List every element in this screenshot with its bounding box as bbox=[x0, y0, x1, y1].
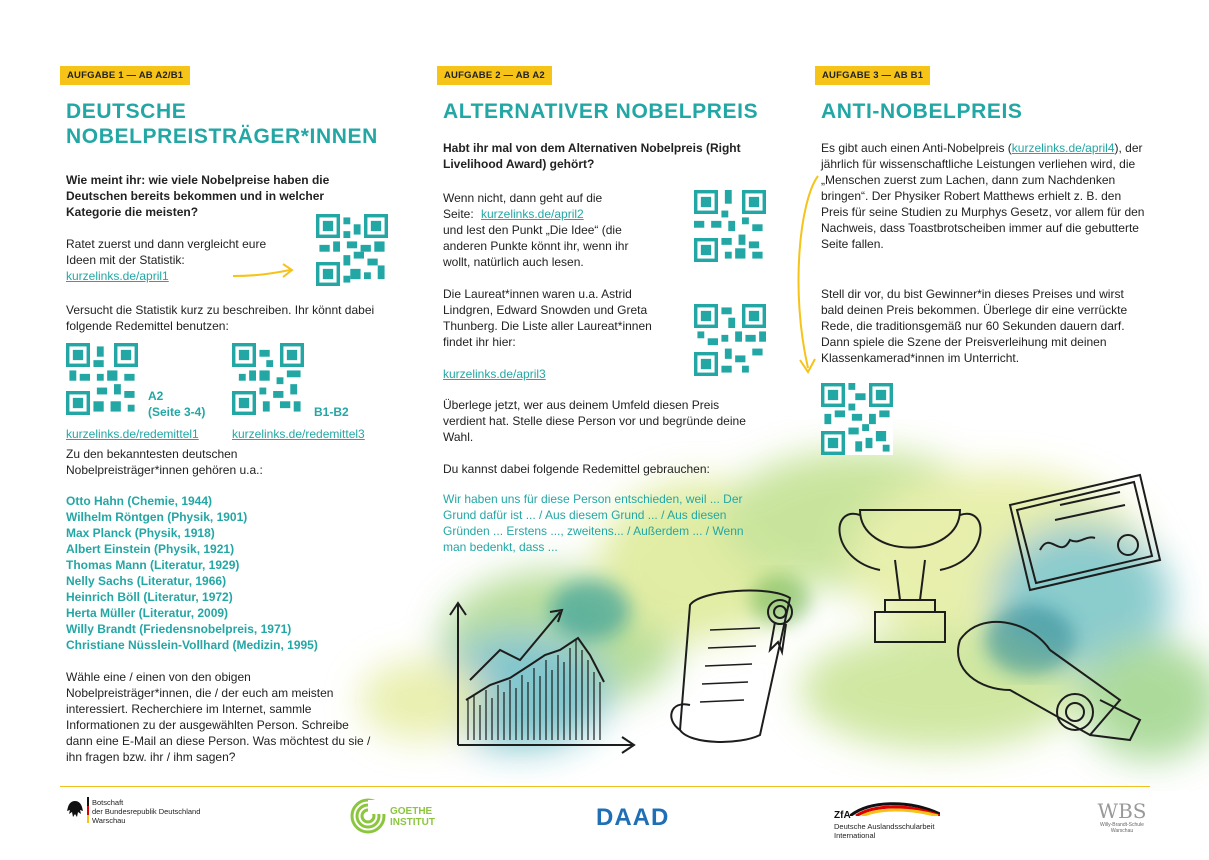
task-2-think-text: Überlege jetzt, wer aus deinem Umfeld diesen Preis verdient hat. Stelle diese Person vor und begründe deine Wahl. bbox=[443, 398, 746, 444]
zfa-text-3: International bbox=[834, 831, 876, 840]
task-1-guess-text: Ratet zuerst und dann vergleicht eure Ideen mit der Statistik: bbox=[66, 237, 267, 267]
task-2-question: Habt ihr mal von dem Alternativen Nobelpreis (Right Livelihood Award) gehört? bbox=[443, 141, 741, 171]
task-1-task-text: Wähle eine / einen von den obigen Nobelpreisträger*innen, die / der euch am meisten interessiert. Recherchiere im Internet, sammle Informationen zu der ausgewählten Person. Schreibe dann eine E-Mail an diese Person. Was möchtest du sie / ihn fragen bzw. ihr / ihm sagen? bbox=[66, 670, 371, 764]
qr-code-april1[interactable] bbox=[316, 214, 388, 291]
zfa-swoosh-icon bbox=[850, 800, 940, 816]
list-item: Max Planck (Physik, 1918) bbox=[66, 526, 215, 540]
qr-label-a2: A2 bbox=[148, 389, 164, 403]
laureate-list bbox=[66, 493, 406, 653]
goethe-text-2: INSTITUT bbox=[390, 817, 435, 828]
zfa-logo bbox=[834, 800, 974, 838]
list-item: Thomas Mann (Literatur, 1929) bbox=[66, 558, 240, 572]
qr-label-page: (Seite 3-4) bbox=[148, 405, 206, 419]
task-1-question: Wie meint ihr: wie viele Nobelpreise haben die Deutschen bereits bekommen und in welcher Kategorie die meisten? bbox=[66, 173, 330, 219]
task-2-redemittel: Wir haben uns für diese Person entschieden, weil ... Der Grund dafür ist ... / Aus diesem Grund ... / Aus diesen Gründen ... Erstens ..., zweitens... / Außerdem ... / Wenn man bedenkt, dass ... bbox=[443, 492, 744, 554]
task-1-tag: AUFGABE 1 — AB A2/B1 bbox=[60, 66, 190, 85]
daad-logo: DAAD bbox=[596, 804, 670, 831]
wbs-logo bbox=[1092, 800, 1152, 840]
task-3-title: ANTI-NOBELPREIS bbox=[821, 100, 1023, 123]
link-redemittel1[interactable]: kurzelinks.de/redemittel1 bbox=[66, 427, 199, 441]
embassy-text-3: Warschau bbox=[92, 816, 126, 825]
link-april4[interactable]: kurzelinks.de/april4 bbox=[1011, 141, 1115, 155]
list-item: Wilhelm Röntgen (Physik, 1901) bbox=[66, 510, 248, 524]
task-3-intro bbox=[821, 140, 1146, 252]
list-item: Willy Brandt (Friedensnobelpreis, 1971) bbox=[66, 622, 292, 636]
task-2-redemittel-intro: Du kannst dabei folgende Redemittel gebrauchen: bbox=[443, 462, 710, 476]
qr-label-b1-b2: B1-B2 bbox=[314, 405, 349, 419]
list-item: Albert Einstein (Physik, 1921) bbox=[66, 542, 235, 556]
task-2-tag: AUFGABE 2 — AB A2 bbox=[437, 66, 552, 85]
link-april3[interactable]: kurzelinks.de/april3 bbox=[443, 367, 546, 381]
embassy-text-1: Botschaft bbox=[92, 798, 124, 807]
embassy-logo bbox=[66, 797, 226, 827]
task-2-if-not-2: und lest den Punkt „Die Idee“ (die anderen Punkte könnt ihr, wenn ihr wollt, natürlich auch lesen. bbox=[443, 223, 629, 269]
qr-code-april4[interactable] bbox=[821, 383, 893, 460]
qr-code-april2[interactable] bbox=[694, 190, 766, 267]
link-redemittel3[interactable]: kurzelinks.de/redemittel3 bbox=[232, 427, 365, 441]
eagle-icon bbox=[66, 799, 84, 821]
task-3-intro-2: ), der jährlich für wissenschaftliche Leistungen verliehen wird, die „Menschen zuerst zum Lachen, dann zum Nachdenken bringen“. Der Physiker Robert Matthews erhielt z. B. den Preis für seine Studien zu Murphys Gesetz, vor allem für den Nachweis, dass Toastbrotscheiben immer auf die gebutterte Seite fallen. bbox=[821, 141, 1145, 251]
qr-code-redemittel3[interactable] bbox=[232, 343, 304, 420]
wbs-text: WBS bbox=[1097, 799, 1147, 823]
embassy-text-2: der Bundesrepublik Deutschland bbox=[92, 807, 201, 816]
task-3-intro-1: Es gibt auch einen Anti-Nobelpreis ( bbox=[821, 141, 1012, 155]
goethe-circle-icon bbox=[350, 798, 386, 834]
task-2-title: ALTERNATIVER NOBELPREIS bbox=[443, 100, 759, 123]
list-item: Heinrich Böll (Literatur, 1972) bbox=[66, 590, 233, 604]
list-item: Nelly Sachs (Literatur, 1966) bbox=[66, 574, 227, 588]
qr-code-april3[interactable] bbox=[694, 304, 766, 381]
task-3-task-text: Stell dir vor, du bist Gewinner*in dieses Preises und wirst bald deinen Preis bekommen. Überlege dir eine verrückte Rede, die traditionsgemäß nur 60 Sekunden dauern darf. Dann spiele die Szene der Preisverleihung mit deinen Klassenkamerad*innen im Unterricht. bbox=[821, 287, 1128, 365]
list-item: Christiane Nüsslein-Vollhard (Medizin, 1995) bbox=[66, 638, 318, 652]
task-1-known-text: Zu den bekanntesten deutschen Nobelpreisträger*innen gehören u.a.: bbox=[66, 447, 263, 477]
goethe-logo bbox=[350, 798, 450, 834]
zfa-text-1: ZfA bbox=[834, 810, 851, 821]
list-item: Otto Hahn (Chemie, 1944) bbox=[66, 494, 213, 508]
goethe-text-1: GOETHE bbox=[390, 806, 433, 817]
task-1-describe-text: Versucht die Statistik kurz zu beschreiben. Ihr könnt dabei folgende Redemittel benutzen: bbox=[66, 303, 375, 333]
task-2-laureates-text: Die Laureat*innen waren u.a. Astrid Lindgren, Edward Snowden und Greta Thunberg. Die Liste aller Laureat*innen findet ihr hier: bbox=[443, 287, 652, 349]
wbs-subtext: Willy-Brandt-Schule Warschau bbox=[1100, 822, 1144, 834]
task-3-tag: AUFGABE 3 — AB B1 bbox=[815, 66, 930, 85]
footer-divider bbox=[60, 786, 1150, 787]
list-item: Herta Müller (Literatur, 2009) bbox=[66, 606, 229, 620]
zfa-text-2: Deutsche Auslandsschularbeit bbox=[834, 822, 935, 831]
task-2-if-not-1: Wenn nicht, dann geht auf die Seite: bbox=[443, 191, 603, 221]
task-1-title-line1: DEUTSCHE bbox=[66, 100, 187, 123]
link-april2[interactable]: kurzelinks.de/april2 bbox=[481, 207, 584, 221]
link-april1[interactable]: kurzelinks.de/april1 bbox=[66, 269, 169, 283]
task-1-title-line2: NOBELPREISTRÄGER*INNEN bbox=[66, 125, 378, 148]
task-1-title bbox=[66, 99, 406, 149]
qr-code-redemittel1[interactable] bbox=[66, 343, 138, 420]
